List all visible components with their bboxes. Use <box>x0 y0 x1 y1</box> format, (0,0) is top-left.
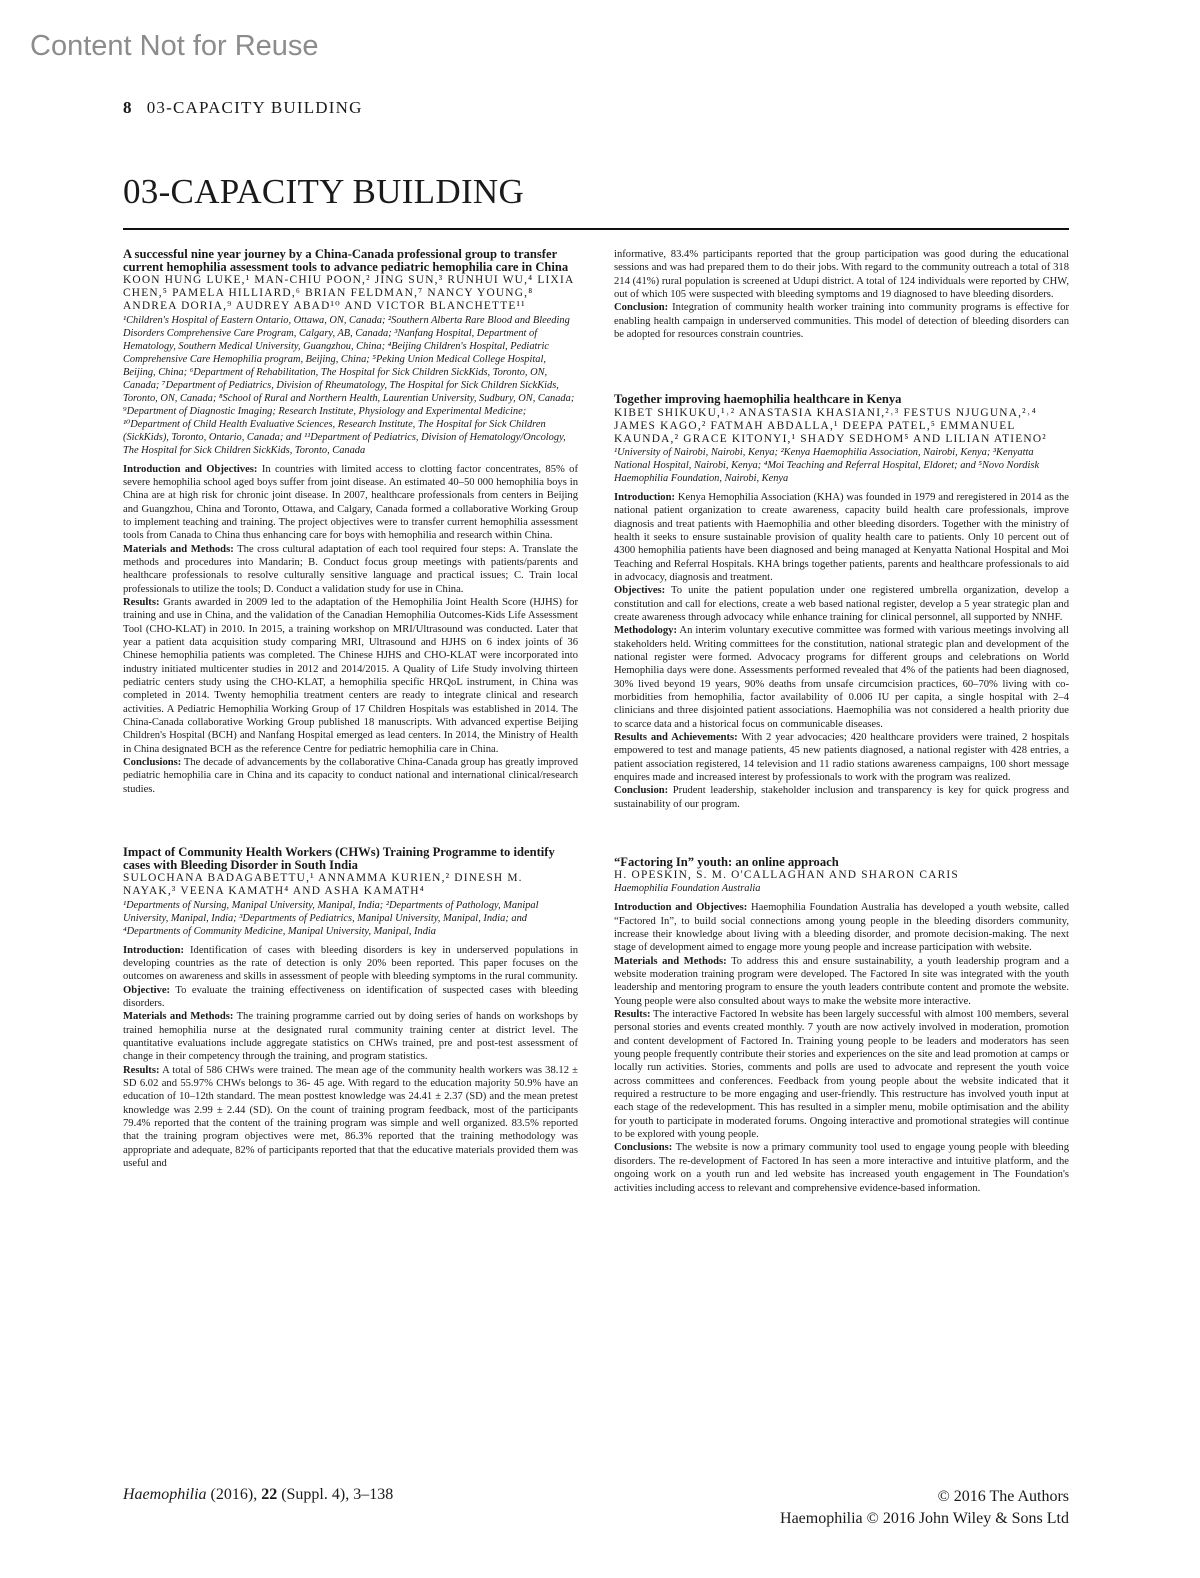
paragraph-label: Conclusion: <box>614 785 669 797</box>
paragraph-text: Grants awarded in 2009 led to the adaptation of the Hemophilia Joint Health Score (HJHS) for training and use in China, and the validation of the Canadian Hemophilia Outcomes-Kids Life Assessment Tool (CHO-KLAT) in 2010. In 2015, a training workshop on MRI/Ultrasound was conducted. Later that year a patient data acquisition study comparing MRI, Ultrasound and HJHS on 6 index joints of 36 Chinese hemophilia patients was completed. The Chinese HJHS and CHO-KLAT were incorporated into industry initiated multicenter studies in 2012 and 2014/2015. A Quality of Life Study involving thirteen pediatric centers study using the CHO-KLAT, a hemophilia specific HRQoL instrument, in China was completed in 2014. Twenty hemophilia treatment centers are ready to integrate clinical and research activities. A Pediatric Hemophilia Working Group of 17 Children Hospitals was established in 2014. The China-Canada collaborative Working Group published 18 manuscripts. With advanced expertise Beijing Children's Hospital (BCH) and Nanfang Hospital emerged as lead centers. In 2014, the Ministry of Health in China designated BCH as the reference Centre for pediatric hemophilia care in China. <box>123 596 578 755</box>
abstract-title: A successful nine year journey by a China-Canada professional group to transfer current hemophilia assessment tools to advance pediatric hemophilia care in China <box>123 247 569 275</box>
abstract-paragraph <box>614 624 1069 731</box>
abstract-paragraph <box>614 301 1069 341</box>
paragraph-label: Objective: <box>123 984 171 996</box>
paragraph-label: Materials and Methods: <box>123 543 234 555</box>
paragraph-label: Results: <box>123 596 160 608</box>
paragraph-text: Identification of cases with bleeding disorders is key in underserved populations in developing countries as the rate of detection is only 20% been reported. This paper focuses on the outcomes on awareness and skills in assessment of people with bleeding symptoms in the rural community. <box>123 944 578 983</box>
paragraph-label: Results: <box>614 1009 651 1021</box>
abstract-paragraph <box>123 463 578 543</box>
paragraph-text: The decade of advancements by the collaborative China-Canada group has greatly improved pediatric hemophilia care in China and its capacity to conduct national and international clinical/research studies. <box>123 757 578 795</box>
paragraph-label: Methodology: <box>614 625 677 637</box>
abstract-title: Impact of Community Health Workers (CHWs) Training Programme to identify cases with Bleeding Disorder in South India <box>123 845 555 873</box>
paragraph-text: Prudent leadership, stakeholder inclusion and transparency is key for quick progress and sustainability of our program. <box>614 785 1069 810</box>
abstract-chw-india <box>123 846 578 1170</box>
abstract-paragraph <box>123 1064 578 1171</box>
paragraph-text: To unite the patient population under one registered umbrella organization, develop a constitution and call for elections, create a web based national register, develop a 5 year strategic plan and create awareness through advocacy while enhance training for clinical personnel, all supported by NNHF. <box>614 585 1069 623</box>
abstract-factoring-in <box>614 856 1069 1195</box>
paragraph-label: Objectives: <box>614 585 666 597</box>
left-column <box>123 248 578 1170</box>
journal-issue: (Suppl. 4), 3–138 <box>281 1486 394 1503</box>
paragraph-text: The cross cultural adaptation of each tool required four steps: A. Translate the methods and procedures into Mandarin; B. Conduct focus group meetings with patients/parents and healthcare professionals to resolve culturally sensitive language and practical issues; C. Train local professionals to utilize the tools; D. Conduct a validation study for use in China. <box>123 543 579 595</box>
paragraph-label: Conclusion: <box>614 302 669 314</box>
abstract-paragraph <box>123 1010 578 1063</box>
paragraph-text: In countries with limited access to clotting factor concentrates, 85% of severe hemophilia school aged boys suffer from joint disease. An estimated 40–50 000 hemophilia boys in China are at high risk for chronic joint disease. In 2007, healthcare professionals from centers in Beijing and Guangzhou, China and Toronto, Ottawa, and Calgary, Canada formed a collaborative Working Group to implement teaching and training. The project objectives were to transfer current hemophilia assessment tools from Canada to China thus enhancing care for boys with hemophilia and research within China. <box>123 463 579 542</box>
copyright-authors: © 2016 The Authors <box>937 1488 1069 1505</box>
abstract-title: Together improving haemophilia healthcare in Kenya <box>614 392 902 407</box>
abstract-authors: KOON HUNG LUKE,¹ MAN-CHIU POON,² JING SUN,³ RUNHUI WU,⁴ LIXIA CHEN,⁵ PAMELA HILLIARD,⁶ BRIAN FELDMAN,⁷ NANCY YOUNG,⁸ ANDREA DORIA,⁹ AUDREY ABAD¹⁰ AND VICTOR BLANCHETTE¹¹ <box>123 274 574 313</box>
abstract-paragraph <box>614 491 1069 584</box>
running-head-title: 03-CAPACITY BUILDING <box>146 98 363 117</box>
paragraph-text: Kenya Hemophilia Association (KHA) was founded in 1979 and reregistered in 2014 as the national patient organization to create awareness, capacity build health care professionals, improve diagnosis and treat patients with Haemophilia and other bleeding disorders. Together with the ministry of health it seeks to ensure sustainable provision of quality health care to patients. Only 10 percent out of 4300 hemophilia patients have been diagnosed and being managed at Kenyatta National Hospital and Moi Teaching and Referral Hospitals. KHA brings together patients, parents and healthcare professionals to aid in advocacy, diagnosis and treatment. <box>614 491 1069 583</box>
paragraph-label: Introduction and Objectives: <box>614 902 748 914</box>
abstract-affiliations: ¹Children's Hospital of Eastern Ontario, Ottawa, ON, Canada; ²Southern Alberta Rare Blood and Bleeding Disorders Comprehensive Care Program, Calgary, AB, Canada; ³Nanfang Hospital, Department of Hematology, Southern Medical University, Guangzhou, China; ⁴Beijing Children's Hospital, Pediatric Comprehensive Care Hemophilia program, Beijing, China; ⁵Peking Union Medical College Hospital, Beijing, China; ⁶Department of Rehabilitation, The Hospital for Sick Children SickKids, Toronto, ON, Canada; ⁷Department of Pediatrics, Division of Rheumatology, The Hospital for Sick Children SickKids, Toronto, ON, Canada; ⁸School of Rural and Northern Health, Laurentian University, Sudbury, ON, Canada; ⁹Department of Diagnostic Imaging; Research Institute, Physiology and Experimental Medicine; ¹⁰Department of Child Health Evaluative Sciences, Research Institute, The Hospital for Sick Children (SickKids), Toronto, Ontario, Canada; and ¹¹Department of Pediatrics, Division of Hematology/Oncology, The Hospital for Sick Children SickKids, Toronto, Canada <box>123 314 575 456</box>
abstract-paragraph: informative, 83.4% participants reported that the group participation was good during the educational sessions and was had prepared them to do their jobs. With regard to the community outreach a total of 318 214 (41%) rural population is screened at Udupi district. A total of 124 individuals were reported by CHW, out of which 105 were suspected with bleeding symptoms and 19 diagnosed to have bleeding disorders. <box>614 249 1069 301</box>
abstract-spacer <box>614 341 1069 393</box>
paragraph-text: With 2 year advocacies; 420 healthcare providers were trained, 2 hospitals empowered to test and manage patients, 45 new patients diagnosed, a national register with 428 entries, a patient association registered, 14 television and 11 radio stations awareness campaigns, 100 short message enquires made and increased interest by professionals to work with the program was realized. <box>614 732 1069 784</box>
abstract-paragraph <box>614 584 1069 624</box>
footer-citation <box>123 1486 393 1504</box>
abstract-paragraph <box>123 944 578 984</box>
paragraph-text: An interim voluntary executive committee was formed with various meetings involving all stakeholders held. Writing committees for the constitution, national strategic plan and development of the national register were formed. Advocacy programs for different groups and celebrations on World Hemophilia days were done. Assessments performed revealed that 4% of the patients had been diagnosed, 30% lived beyond 19 years, 90% deaths from unsafe circumcision practices, 60–70% living with co-morbidities from hemophilia, factor availability of 0.006 IU per capita, a single hospital with 2–4 clinicians and three disjointed patient associations. Haemophilia was not considered a health priority due to scarce data and a historical focus on communicable diseases. <box>614 625 1069 730</box>
abstract-paragraph <box>614 731 1069 784</box>
abstract-authors: H. OPESKIN, S. M. O'CALLAGHAN AND SHARON CARIS <box>614 869 959 882</box>
abstract-affiliations: ¹University of Nairobi, Nairobi, Kenya; ²Kenya Haemophilia Association, Nairobi, Kenya; ³Kenyatta National Hospital, Nairobi, Kenya; ⁴Moi Teaching and Referral Hospital, Eldoret; and ⁵Novo Nordisk Haemophilia Foundation, Nairobi, Kenya <box>614 446 1040 484</box>
abstract-paragraph <box>614 1141 1069 1194</box>
watermark: Content Not for Reuse <box>30 30 319 62</box>
paragraph-text: To address this and ensure sustainability, a youth leadership program and a website moderation training program were developed. The Factored In site was integrated with the youth leadership and mentoring program to ensure the youth leaders contribute content and promote the website. Young people were also consulted about ways to make the website more interactive. <box>614 955 1069 1007</box>
paragraph-label: Materials and Methods: <box>123 1011 234 1023</box>
paragraph-text: To evaluate the training effectiveness on identification of suspected cases with bleeding disorders. <box>123 984 578 1009</box>
abstract-paragraph <box>123 543 578 596</box>
abstract-authors: KIBET SHIKUKU,¹˒² ANASTASIA KHASIANI,²˒³ FESTUS NJUGUNA,²˒⁴ JAMES KAGO,² FATMAH ABDALLA,¹ DEEPA PATEL,⁵ EMMANUEL KAUNDA,² GRACE KITONYI,¹ SHADY SEDHOM⁵ AND LILIAN ATIENO² <box>614 406 1047 445</box>
abstract-spacer <box>123 796 578 846</box>
abstract-affiliations: ¹Departments of Nursing, Manipal University, Manipal, India; ²Departments of Pathology, Manipal University, Manipal, India; ³Departments of Pediatrics, Manipal University, Manipal, India; and ⁴Departments of Community Medicine, Manipal University, Manipal, India <box>123 899 539 937</box>
paragraph-label: Introduction: <box>123 944 185 956</box>
paragraph-text: The interactive Factored In website has been largely successful with almost 100 members, several personal stories and events created monthly. 7 youth are now actively involved in moderation, promotion and content development of Factored In. Training young people to be leaders and moderators has seen young people frequently contribute their stories and experiences on the site and lead promotion at camps or locally run activities. Stories, comments and polls are used to advocate and represent the youth voice across committees and conferences. Feedback from young people about the website indicated that it required a restructure to be more engaging and user-friendly. This restructure has involved youth input at each stage of the redevelopment. This has resulted in a simpler menu, mobile optimisation and the ability for youth to participate in moderated forums. Ongoing interactive and promotional strategies will continue to be explored with young people. <box>614 1009 1069 1141</box>
running-head <box>123 98 363 118</box>
abstract-title: “Factoring In” youth: an online approach <box>614 855 839 870</box>
copyright-publisher: Haemophilia © 2016 John Wiley & Sons Ltd <box>780 1510 1069 1528</box>
abstract-paragraph <box>614 901 1069 954</box>
paragraph-text: Haemophilia Foundation Australia has developed a youth website, called “Factored In”, to build social connections among young people in the bleeding disorders community, increase their knowledge about living with a bleeding disorder, and promote decision-making. The next stage of development aimed to engage more young people and increase participation with website. <box>614 902 1069 954</box>
paragraph-label: Results: <box>123 1064 160 1076</box>
paragraph-label: Materials and Methods: <box>614 955 727 967</box>
abstract-paragraph <box>123 596 578 756</box>
abstract-kenya <box>614 393 1069 811</box>
paragraph-label: Introduction: <box>614 491 676 503</box>
page-number: 8 <box>123 98 133 117</box>
abstract-authors: SULOCHANA BADAGABETTU,¹ ANNAMMA KURIEN,² DINESH M. NAYAK,³ VEENA KAMATH⁴ AND ASHA KAMATH⁴ <box>123 872 523 898</box>
right-column <box>614 248 1069 1195</box>
paragraph-label: Conclusions: <box>123 757 182 769</box>
journal-name: Haemophilia <box>123 1486 207 1503</box>
abstract-paragraph <box>123 984 578 1011</box>
abstract-china-canada <box>123 248 578 796</box>
paragraph-label: Introduction and Objectives: <box>123 463 258 475</box>
section-rule <box>123 228 1069 230</box>
paragraph-label: Conclusions: <box>614 1142 673 1154</box>
abstract-spacer <box>614 811 1069 856</box>
abstract-paragraph <box>614 1008 1069 1141</box>
paragraph-text: Integration of community health worker training into community programs is effective for enabling health campaign in underserved communities. This model of detection of bleeding disorders can be adopted for resources constrain countries. <box>614 302 1069 341</box>
abstract-chw-india-continued <box>614 248 1069 341</box>
paragraph-label: Results and Achievements: <box>614 732 738 744</box>
paragraph-text: The website is now a primary community tool used to engage young people with bleeding disorders. The re-development of Factored In has seen a more interactive and intuitive platform, and the ongoing work on a youth run and led website has increased youth engagement in The Foundation's activities including access to relevant and comprehensive evidence-based information. <box>614 1142 1069 1194</box>
abstract-affiliations: Haemophilia Foundation Australia <box>614 883 761 895</box>
paragraph-text: The training programme carried out by doing series of hands on workshops by trained hemophilia nurse at the designated rural community training center at district level. The quantitative evaluations include aggregate statistics on CHWs trained, pre and post-test assessment of change in their competency through the training, and program statistics. <box>123 1011 578 1063</box>
abstract-paragraph <box>123 756 578 796</box>
paragraph-text: A total of 586 CHWs were trained. The mean age of the community health workers was 38.12 ± SD 6.02 and 55.97% CHWs belongs to 36- 45 age. With regard to the education majority 50.9% have an education of 10–12th standard. The mean posttest knowledge was 24.41 ± 2.37 (SD) and the mean pretest knowledge was 2.99 ± 2.44 (SD). On the count of training program feedback, most of the participants 79.4% reported that the content of the training program was simple and well organized. 83.5% reported that the training program objectives were met, 86.3% reported that the training methodology was appropriate and adequate, 82% of participants reported that that the educative materials provided them was useful and <box>123 1064 578 1170</box>
abstract-paragraph <box>614 955 1069 1008</box>
abstract-paragraph <box>614 784 1069 811</box>
journal-year: (2016), <box>210 1486 258 1503</box>
footer-copyright <box>780 1486 1069 1530</box>
section-title: 03-CAPACITY BUILDING <box>123 172 525 211</box>
journal-volume: 22 <box>261 1486 278 1503</box>
